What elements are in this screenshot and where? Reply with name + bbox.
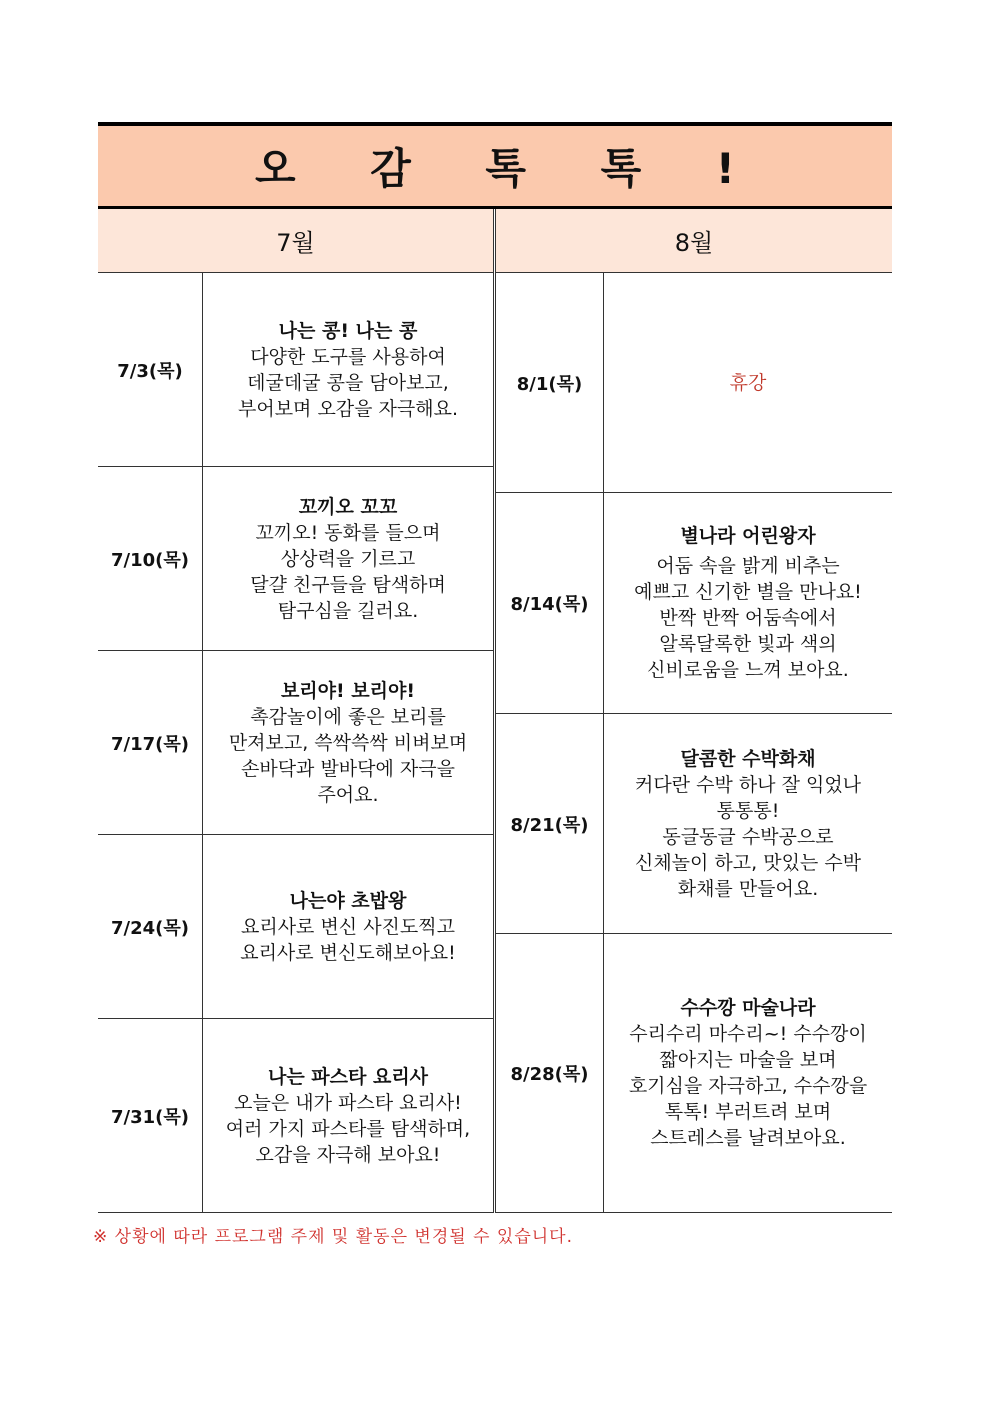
- row-date: 8/21(목): [496, 714, 604, 933]
- title-banner: [98, 122, 892, 209]
- activity-line: 다양한 도구를 사용하여: [250, 345, 446, 368]
- activity-cell: [203, 1019, 493, 1212]
- month-header-august: 8월: [496, 209, 892, 273]
- activity-cell: [203, 651, 493, 834]
- activity-cell: [604, 493, 892, 713]
- activity-line: 짧아지는 마술을 보며: [659, 1049, 837, 1071]
- activity-line: 통통통!: [716, 799, 780, 822]
- activity-line: 화채를 만들어요.: [677, 877, 819, 900]
- activity-cell: [203, 835, 493, 1018]
- activity-line: 신체놀이 하고, 맛있는 수박: [634, 851, 862, 874]
- activity-line: 요리사로 변신도해보아요!: [240, 941, 456, 964]
- activity-line: 부어보며 오감을 자극해요.: [237, 397, 458, 420]
- activity-title: 보리야! 보리야!: [280, 679, 416, 702]
- activity-cell: [203, 467, 493, 650]
- activity-line: 상상력을 기르고: [280, 547, 416, 570]
- july-row-1: [98, 273, 493, 467]
- activity-line: 촉감놀이에 좋은 보리를: [250, 705, 446, 728]
- activity-line: 동글동글 수박공으로: [662, 825, 834, 848]
- activity-line: 손바닥과 발바닥에 자극을: [241, 757, 455, 780]
- activity-line: 예쁘고 신기한 별을 만나요!: [634, 581, 862, 603]
- activity-line: 어둠 속을 밝게 비추는: [656, 555, 840, 577]
- activity-line: 요리사로 변신 사진도찍고: [241, 915, 455, 938]
- row-date: 7/31(목): [98, 1019, 203, 1212]
- activity-line: 만져보고, 쓱싹쓱싹 비벼보며: [228, 731, 468, 754]
- activity-line: 여러 가지 파스타를 탐색하며,: [225, 1117, 471, 1140]
- activity-title: 꼬끼오 꼬꼬: [298, 495, 398, 518]
- row-date: 7/10(목): [98, 467, 203, 650]
- activity-line: 호기심을 자극하고, 수수깡을: [628, 1075, 868, 1097]
- activity-title: 나는야 초밥왕: [289, 889, 407, 912]
- activity-line: 오늘은 내가 파스타 요리사!: [234, 1091, 462, 1114]
- july-row-5: [98, 1019, 493, 1213]
- page-title: 오 감 톡 톡 !: [255, 144, 765, 193]
- rest-label: 휴강: [729, 371, 767, 394]
- activity-cell: [604, 273, 892, 492]
- row-date: 7/3(목): [98, 273, 203, 466]
- activity-cell: [604, 714, 892, 933]
- august-row-3: [496, 714, 892, 934]
- activity-cell: [604, 934, 892, 1212]
- activity-line: 커다란 수박 하나 잘 익었나: [634, 773, 862, 796]
- activity-title: 별나라 어린왕자: [680, 525, 816, 547]
- activity-title: 나는 파스타 요리사: [267, 1065, 429, 1088]
- activity-line: 반짝 반짝 어둠속에서: [659, 607, 837, 629]
- row-date: 8/14(목): [496, 493, 604, 713]
- activity-line: 알록달록한 빛과 색의: [659, 633, 837, 655]
- activity-line: 수리수리 마수리~! 수수깡이: [629, 1023, 867, 1045]
- activity-line: 꼬끼오! 동화를 들으며: [255, 521, 441, 544]
- july-row-2: [98, 467, 493, 651]
- activity-line: 오감을 자극해 보아요!: [255, 1143, 441, 1166]
- activity-line: 데굴데굴 콩을 담아보고,: [247, 371, 449, 394]
- activity-title: 달콤한 수박화채: [680, 747, 816, 770]
- activity-line: 신비로움을 느껴 보아요.: [647, 659, 849, 681]
- activity-line: 달걀 친구들을 탐색하며: [250, 573, 446, 596]
- row-date: 7/24(목): [98, 835, 203, 1018]
- activity-line: 스트레스를 날려보아요.: [650, 1127, 846, 1149]
- activity-line: 주어요.: [317, 783, 379, 806]
- activity-title: 나는 콩! 나는 콩: [278, 319, 418, 342]
- row-date: 8/28(목): [496, 934, 604, 1212]
- footnote: ※ 상황에 따라 프로그램 주제 및 활동은 변경될 수 있습니다.: [93, 1227, 573, 1247]
- activity-line: 탐구심을 길러요.: [277, 599, 419, 622]
- activity-title: 수수깡 마술나라: [680, 997, 816, 1019]
- row-date: 8/1(목): [496, 273, 604, 492]
- row-date: 7/17(목): [98, 651, 203, 834]
- august-row-4: [496, 934, 892, 1213]
- activity-line: 톡톡! 부러트려 보며: [664, 1101, 832, 1123]
- july-row-4: [98, 835, 493, 1019]
- august-row-2: [496, 493, 892, 714]
- activity-cell: [203, 273, 493, 466]
- august-row-1: [496, 273, 892, 493]
- month-header-july: 7월: [98, 209, 493, 273]
- july-row-3: [98, 651, 493, 835]
